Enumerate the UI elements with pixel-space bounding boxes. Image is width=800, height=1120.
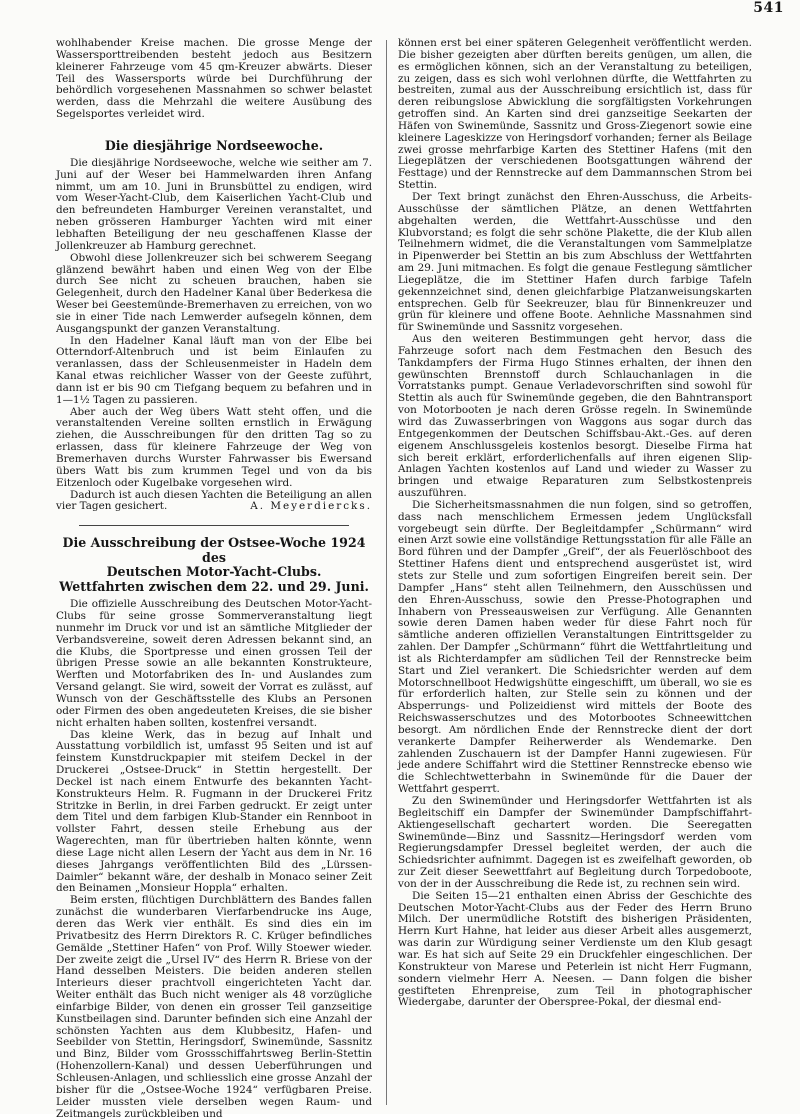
nordsee-paragraph: Die diesjährige Nordseewoche, welche wie seither am 7. Juni auf der Weser bei Hammelwarden ihren Anfang nimmt, um am 10. Juni in Brunsbüttel zu endigen, wird vom Weser-Yacht-Club, dem Kaiserlichen Yacht-Club und den befreundeten Hamburger Vereinen veranstaltet, und neben grösseren Hamburger Yachten wird mit einer lebhaften Beteiligung der neu geschaffenen Klasse der Jollenkreuzer ab Hamburg gerechnet. <box>56 156 372 252</box>
nordsee-paragraph: In den Hadelner Kanal läuft man von der Elbe bei Otterndorf-Altenbruch und ist beim Einlaufen zu veranlassen, dass der Schleusenmeister in Hadeln dem Kanal etwas reichlicher Wasser von der Geeste zuführt, dann ist er bis 90 cm Tiefgang bequem zu befahren und in 1—1½ Tagen zu passieren. <box>56 334 372 406</box>
page-number: 541 <box>753 0 784 16</box>
right-column <box>398 38 752 1009</box>
right-paragraph: Die Sicherheitsmassnahmen die nun folgen, sind so getroffen, dass nach menschlichem Ermessen jedem Unglücksfall vorgebeugt sein dürfte. Der Begleitdampfer „Schürmann“ wird einen Arzt sowie eine vollständige Rettungsstation für alle Fälle an Bord führen und der Dampfer „Greif“, der als Feuerlöschboot des Stettiner Hafens dient und entsprechend ausgerüstet ist, wird stets zur Stelle und zum sofortigen Eingreifen bereit sein. Der Dampfer „Hans“ steht allen Teilnehmern, den Ausschüssen und den Ehren-Ausschuss, sowie den Presse-Photographen und Inhabern von Presseausweisen zur Verfügung. Alle Genannten sowie deren Damen haben weder für diese Fahrt noch für sämtliche anderen offiziellen Veranstaltungen Eintrittsgelder zu zahlen. Der Dampfer „Schürmann“ führt die Wettfahrtleitung und ist als Richterdampfer am südlichen Teil der Rennstrecke beim Start und Ziel verankert. Die Schiedsrichter werden auf dem Motorschnellboot Hedwigshütte eingeschifft, um überall, wo sie es für erforderlich halten, zur Stelle sein zu können und der Absperrungs- und Polizeidienst wird mittels der Boote des Reichswasserschutzes und des Motorbootes Schneewittchen besorgt. Am nördlichen Ende der Rennstrecke dient der dort verankerte Dampfer Reiherwerder als Wendemarke. Den zahlenden Zuschauern ist der Dampfer Hanni zugewiesen. Für jede andere Schiffahrt wird die Stettiner Rennstrecke ebenso wie die Schlechtwetterbahn in Swinemünde für die Dauer der Wettfahrt gesperrt. <box>398 498 752 796</box>
nordsee-heading: Die diesjährige Nordseewoche. <box>104 137 324 153</box>
ostsee-paragraph: Das kleine Werk, das in bezug auf Inhalt und Ausstattung vorbildlich ist, umfasst 95 Seiten und ist auf feinstem Kunstdruckpapier mit steifem Deckel in der Druckerei „Ostsee-Druck“ in Stettin hergestellt. Der Deckel ist nach einem Entwurfe des bekannten Yacht-Konstrukteurs Helm. R. Fugmann in der Druckerei Fritz Stritzke in Berlin, in drei Farben gedruckt. Er zeigt unter dem Titel und dem farbigen Klub-Stander ein Rennboot in vollster Fahrt, dessen steile Erhebung aus der Wagerechten, man für übertrieben halten könnte, wenn diese Lage nicht allen Lesern der Yacht aus dem in Nr. 16 dieses Jahrgangs veröffentlichten Bild des „Lürssen-Daimler“ bekannt wäre, der deshalb in Monaco seiner Zeit den Beinamen „Monsieur Hoppla“ erhalten. <box>56 728 372 895</box>
section-divider <box>79 525 349 526</box>
right-paragraph: Zu den Swinemünder und Heringsdorfer Wettfahrten ist als Begleitschiff ein Dampfer der Swinemünder Dampfschiffahrt-Aktiengesellschaft gechartert worden. Die Seeregatten Swinemünde—Binz und Sassnitz—Heringsdorf werden vom Regierungsdampfer Dressel begleitet werden, der auch die Schiedsrichter aufnimmt. Dagegen ist es zweifelhaft geworden, ob zur Zeit dieser Seewettfahrt auf Begleitung durch Torpedoboote, von der in der Ausschreibung die Rede ist, zu rechnen sein wird. <box>398 795 752 890</box>
nordsee-closing-paragraph <box>56 490 372 514</box>
nordsee-paragraph: Obwohl diese Jollenkreuzer sich bei schwerem Seegang glänzend bewährt haben und einen Weg von der Elbe durch See nicht zu scheuen brauchen, haben sie Gelegenheit, durch den Hadelner Kanal über Bederkesa die Weser bei Geestemünde-Bremerhaven zu erreichen, von wo sie in einer Tide nach Lemwerder aufsegeln können, dem Ausgangspunkt der ganzen Veranstaltung. <box>56 251 372 335</box>
ostsee-heading <box>56 536 372 594</box>
closing-text: Dadurch ist auch diesen Yachten die Beteiligung an allen vier Tagen gesichert. <box>56 488 372 513</box>
ostsee-paragraph: Die offizielle Ausschreibung des Deutschen Motor-Yacht-Clubs für seine grosse Sommerveranstaltung liegt nunmehr im Druck vor und ist an sämtliche Mitglieder der Verbandsvereine, soweit deren Adressen bekannt sind, an die Klubs, die Sportpresse und einen grossen Teil der übrigen Presse sowie an alle bekannten Konstrukteure, Werften und Motorfabriken des In- und Auslandes zum Versand gelangt. Sie wird, soweit der Vorrat es zulässt, auf Wunsch von der Geschäftsstelle des Klubs an Personen oder Firmen des oben angedeuteten Kreises, die sie bisher nicht erhalten haben sollten, kostenfrei versandt. <box>56 598 372 729</box>
ostsee-heading-line: Wettfahrten zwischen dem 22. und 29. Juni. <box>59 578 369 594</box>
ostsee-paragraph: Beim ersten, flüchtigen Durchblättern des Bandes fallen zunächst die wunderbaren Vierfarbendrucke ins Auge, deren das Werk vier enthält. Es sind dies ein im Privatbesitz des Herrn Direktors R. C. Krüger befindliches Gemälde „Stettiner Hafen“ von Prof. Willy Stoewer wieder. Der zweite zeigt die „Ursel IV“ des Herrn R. Briese von der Hand desselben Meisters. Die beiden anderen stellen Interieurs dieser prachtvoll eingerichteten Yacht dar. Weiter enthält das Buch nicht weniger als 48 vorzügliche einfarbige Bilder, von denen ein grosser Teil ganzseitige Kunstbeilagen sind. Darunter befinden sich eine Anzahl der schönsten Yachten aus dem Klubbesitz, Hafen- und Seebilder von Stettin, Heringsdorf, Swinemünde, Sassnitz und Binz, Bilder vom Grossschiffahrtsweg Berlin-Stettin (Hohenzollern-Kanal) und dessen Ueberführungen und Schleusen-Anlagen, und schliesslich eine grosse Anzahl der bisher für die „Ostsee-Woche 1924“ verfügbaren Preise. Leider mussten viele derselben wegen Raum- und Zeitmangels zurückbleiben und <box>56 894 372 1120</box>
nordsee-paragraph: Aber auch der Weg übers Watt steht offen, und die veranstaltenden Vereine sollten ernstlich in Erwägung ziehen, die Ausschreibungen für den dritten Tag so zu erlassen, dass für kleinere Fahrzeuge der Weg von Bremerhaven durchs Wurster Fahrwasser bis Ewersand übers Watt bis zum krummen Tegel und von da bis Eitzenloch oder Kugelbake vorgesehen wird. <box>56 405 372 489</box>
ostsee-heading-line: Deutschen Motor-Yacht-Clubs. <box>106 564 322 580</box>
ostsee-heading-line: Die Ausschreibung der Ostsee-Woche 1924 des <box>62 535 366 565</box>
column-rule <box>386 40 387 1105</box>
left-column <box>56 38 372 1120</box>
intro-paragraph: wohlhabender Kreise machen. Die grosse Menge der Wassersporttreibenden besteht jedoch aus Besitzern kleinerer Fahrzeuge vom 45 qm-Kreuzer abwärts. Dieser Teil des Wassersports würde bei Durchführung der behördlich vorgesehenen Massnahmen so schwer belastet werden, dass die Mehrzahl die weitere Ausübung des Segelsportes verleidet wird. <box>56 37 372 121</box>
right-paragraph: können erst bei einer späteren Gelegenheit veröffentlicht werden. Die bisher gezeigten aber dürften bereits genügen, um allen, die es ermöglichen können, sich an der Veranstaltung zu beteiligen, zu zeigen, dass es sich wohl verlohnen dürfte, die Wettfahrten zu bestreiten, zumal aus der Ausschreibung ersichtlich ist, dass für deren reibungslose Abwicklung die sorgfältigsten Vorkehrungen getroffen sind. An Karten sind drei ganzseitige Seekarten der Häfen von Swinemünde, Sassnitz und Gross-Ziegenort sowie eine kleinere Lageskizze von Heringsdorf vorhanden; ferner als Beilage zwei grosse mehrfarbige Karten des Stettiner Hafens (mit den Liegeplätzen der verschiedenen Bootsgattungen während der Festtage) und der Rennstrecke auf dem Dammannschen Strom bei Stettin. <box>398 37 752 192</box>
author-signature: A. Meyerdiercks. <box>250 500 372 513</box>
right-paragraph: Die Seiten 15—21 enthalten einen Abriss der Geschichte des Deutschen Motor-Yacht-Clubs aus der Feder des Herrn Bruno Milch. Der unermüdliche Rotstift des bisherigen Präsidenten, Herrn Kurt Hahne, hat leider aus dieser Arbeit alles ausgemerzt, was darin zur Würdigung seiner Verdienste um den Klub gesagt war. Es hat sich auf Seite 29 ein Druckfehler eingeschlichen. Der Konstrukteur von Marese und Peterlein ist nicht Herr Fugmann, sondern vielmehr Herr A. Neesen. — Dann folgen die bisher gestifteten Ehrenpreise, zum Teil in photographischer Wiedergabe, darunter der Oberspree-Pokal, der diesmal end- <box>398 889 752 1009</box>
right-paragraph: Der Text bringt zunächst den Ehren-Ausschuss, die Arbeits-Ausschüsse der sämtlichen Plätze, an denen Wettfahrten abgehalten werden, die Wettfahrt-Ausschüsse und den Klubvorstand; es folgt die sehr schöne Plakette, die der Klub allen Teilnehmern widmet, die die Veranstaltungen vom Sammelplatze in Pipenwerder bei Stettin an bis zum Abschluss der Wettfahrten am 29. Juni mitmachen. Es folgt die genaue Festlegung sämtlicher Liegeplätze, die im Stettiner Hafen durch farbige Tafeln gekennzeichnet sind, denen gleichfarbige Platzanweisungskarten entsprechen. Gelb für Seekreuzer, blau für Binnenkreuzer und grün für kleinere und offene Boote. Aehnliche Massnahmen sind für Swinemünde und Sassnitz vorgesehen. <box>398 190 752 334</box>
right-paragraph: Aus den weiteren Bestimmungen geht hervor, dass die Fahrzeuge sofort nach dem Festmachen den Besuch des Tankdampfers der Firma Hugo Stinnes erhalten, der ihnen den gewünschten Brennstoff durch Schlauchanlagen in die Vorratstanks pumpt. Genaue Verladevorschriften sind sowohl für Stettin als auch für Swinemünde gegeben, die den Bahntransport von Motorbooten je nach deren Grösse regeln. In Swinemünde wird das Zuwasserbringen von Waggons aus sogar durch das Entgegenkommen der Deutschen Schiffsbau-Akt.-Ges. auf deren eigenem Anschlussgeleis kostenlos besorgt. Dieselbe Firma hat sich bereit erklärt, erforderlichenfalls auf ihren eigenen Slip-Anlagen Yachten kostenlos auf Land und wieder zu Wasser zu bringen und etwaige Reparaturen zum Selbstkostenpreis auszuführen. <box>398 333 752 500</box>
